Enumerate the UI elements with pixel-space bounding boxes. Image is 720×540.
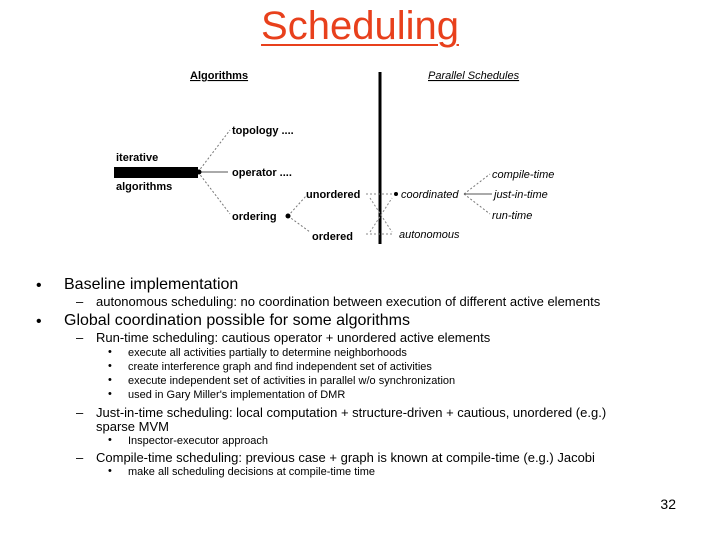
compile-item: make all scheduling decisions at compile-time time: [128, 466, 375, 478]
runtime-item: execute all activities partially to determine neighborhoods: [128, 347, 407, 359]
parallel-schedules-heading: Parallel Schedules: [428, 70, 520, 82]
ordering-ordered: ordered: [312, 231, 353, 243]
root-label-iterative: iterative: [116, 152, 159, 164]
dot-marker: •: [108, 434, 112, 446]
schedule-run-time: run-time: [492, 210, 533, 222]
subbullet-runtime: Run-time scheduling: cautious operator + unordered active elements: [96, 330, 491, 345]
dot-marker: •: [108, 374, 112, 386]
ordering-node-dot: [286, 214, 291, 219]
dot-marker: •: [108, 388, 112, 400]
bullet-baseline: Baseline implementation: [64, 276, 239, 293]
schedule-compile-time: compile-time: [492, 169, 555, 181]
root-label-algorithms: algorithms: [116, 181, 173, 193]
ordering-to-ordered-line: [288, 216, 310, 232]
runtime-item: create interference graph and find independent set of activities: [128, 361, 432, 373]
dash-marker: –: [76, 330, 84, 345]
dash-marker: –: [76, 405, 84, 420]
root-node-dot: [197, 170, 202, 175]
subbullet-jit-line1: Just-in-time scheduling: local computation + structure-driven + cautious, unordered (e.g.): [96, 405, 607, 420]
bullet-global: Global coordination possible for some algorithms: [64, 312, 410, 329]
runtime-item: execute independent set of activities in parallel w/o synchronization: [128, 375, 456, 387]
schedule-autonomous: autonomous: [399, 229, 460, 241]
dash-marker: –: [76, 294, 84, 309]
coord-to-compile-line: [464, 174, 490, 194]
bullet-marker: •: [36, 277, 42, 294]
branch-ordering: ordering: [232, 211, 277, 223]
dot-marker: •: [108, 360, 112, 372]
runtime-item: used in Gary Miller's implementation of DMR: [128, 389, 346, 401]
bullet-marker: •: [36, 313, 42, 330]
taxonomy-diagram: [110, 62, 580, 252]
dot-marker: •: [108, 465, 112, 477]
branch-line-topology: [198, 130, 230, 172]
ordering-to-unordered-line: [288, 196, 306, 216]
schedule-coordinated: coordinated: [401, 189, 459, 201]
schedule-just-in-time: just-in-time: [494, 189, 548, 201]
ordering-unordered: unordered: [306, 189, 361, 201]
jit-item: Inspector-executor approach: [128, 435, 269, 447]
slide-title: Scheduling: [261, 4, 459, 48]
dash-marker: –: [76, 450, 84, 465]
subbullet-jit-line2: sparse MVM: [96, 419, 169, 434]
bullet-baseline-sub: autonomous scheduling: no coordination between execution of different active elements: [96, 294, 601, 309]
coord-to-runtime-line: [464, 194, 490, 214]
page-number: 32: [660, 496, 676, 512]
root-bar: [114, 167, 198, 178]
branch-operator: operator ....: [232, 167, 292, 179]
subbullet-compile: Compile-time scheduling: previous case + graph is known at compile-time (e.g.) Jacobi: [96, 450, 595, 465]
algorithms-heading: Algorithms: [190, 70, 249, 82]
branch-topology: topology ....: [232, 125, 294, 137]
coordinated-node-dot: [394, 192, 398, 196]
dot-marker: •: [108, 346, 112, 358]
branch-line-ordering: [198, 172, 230, 214]
